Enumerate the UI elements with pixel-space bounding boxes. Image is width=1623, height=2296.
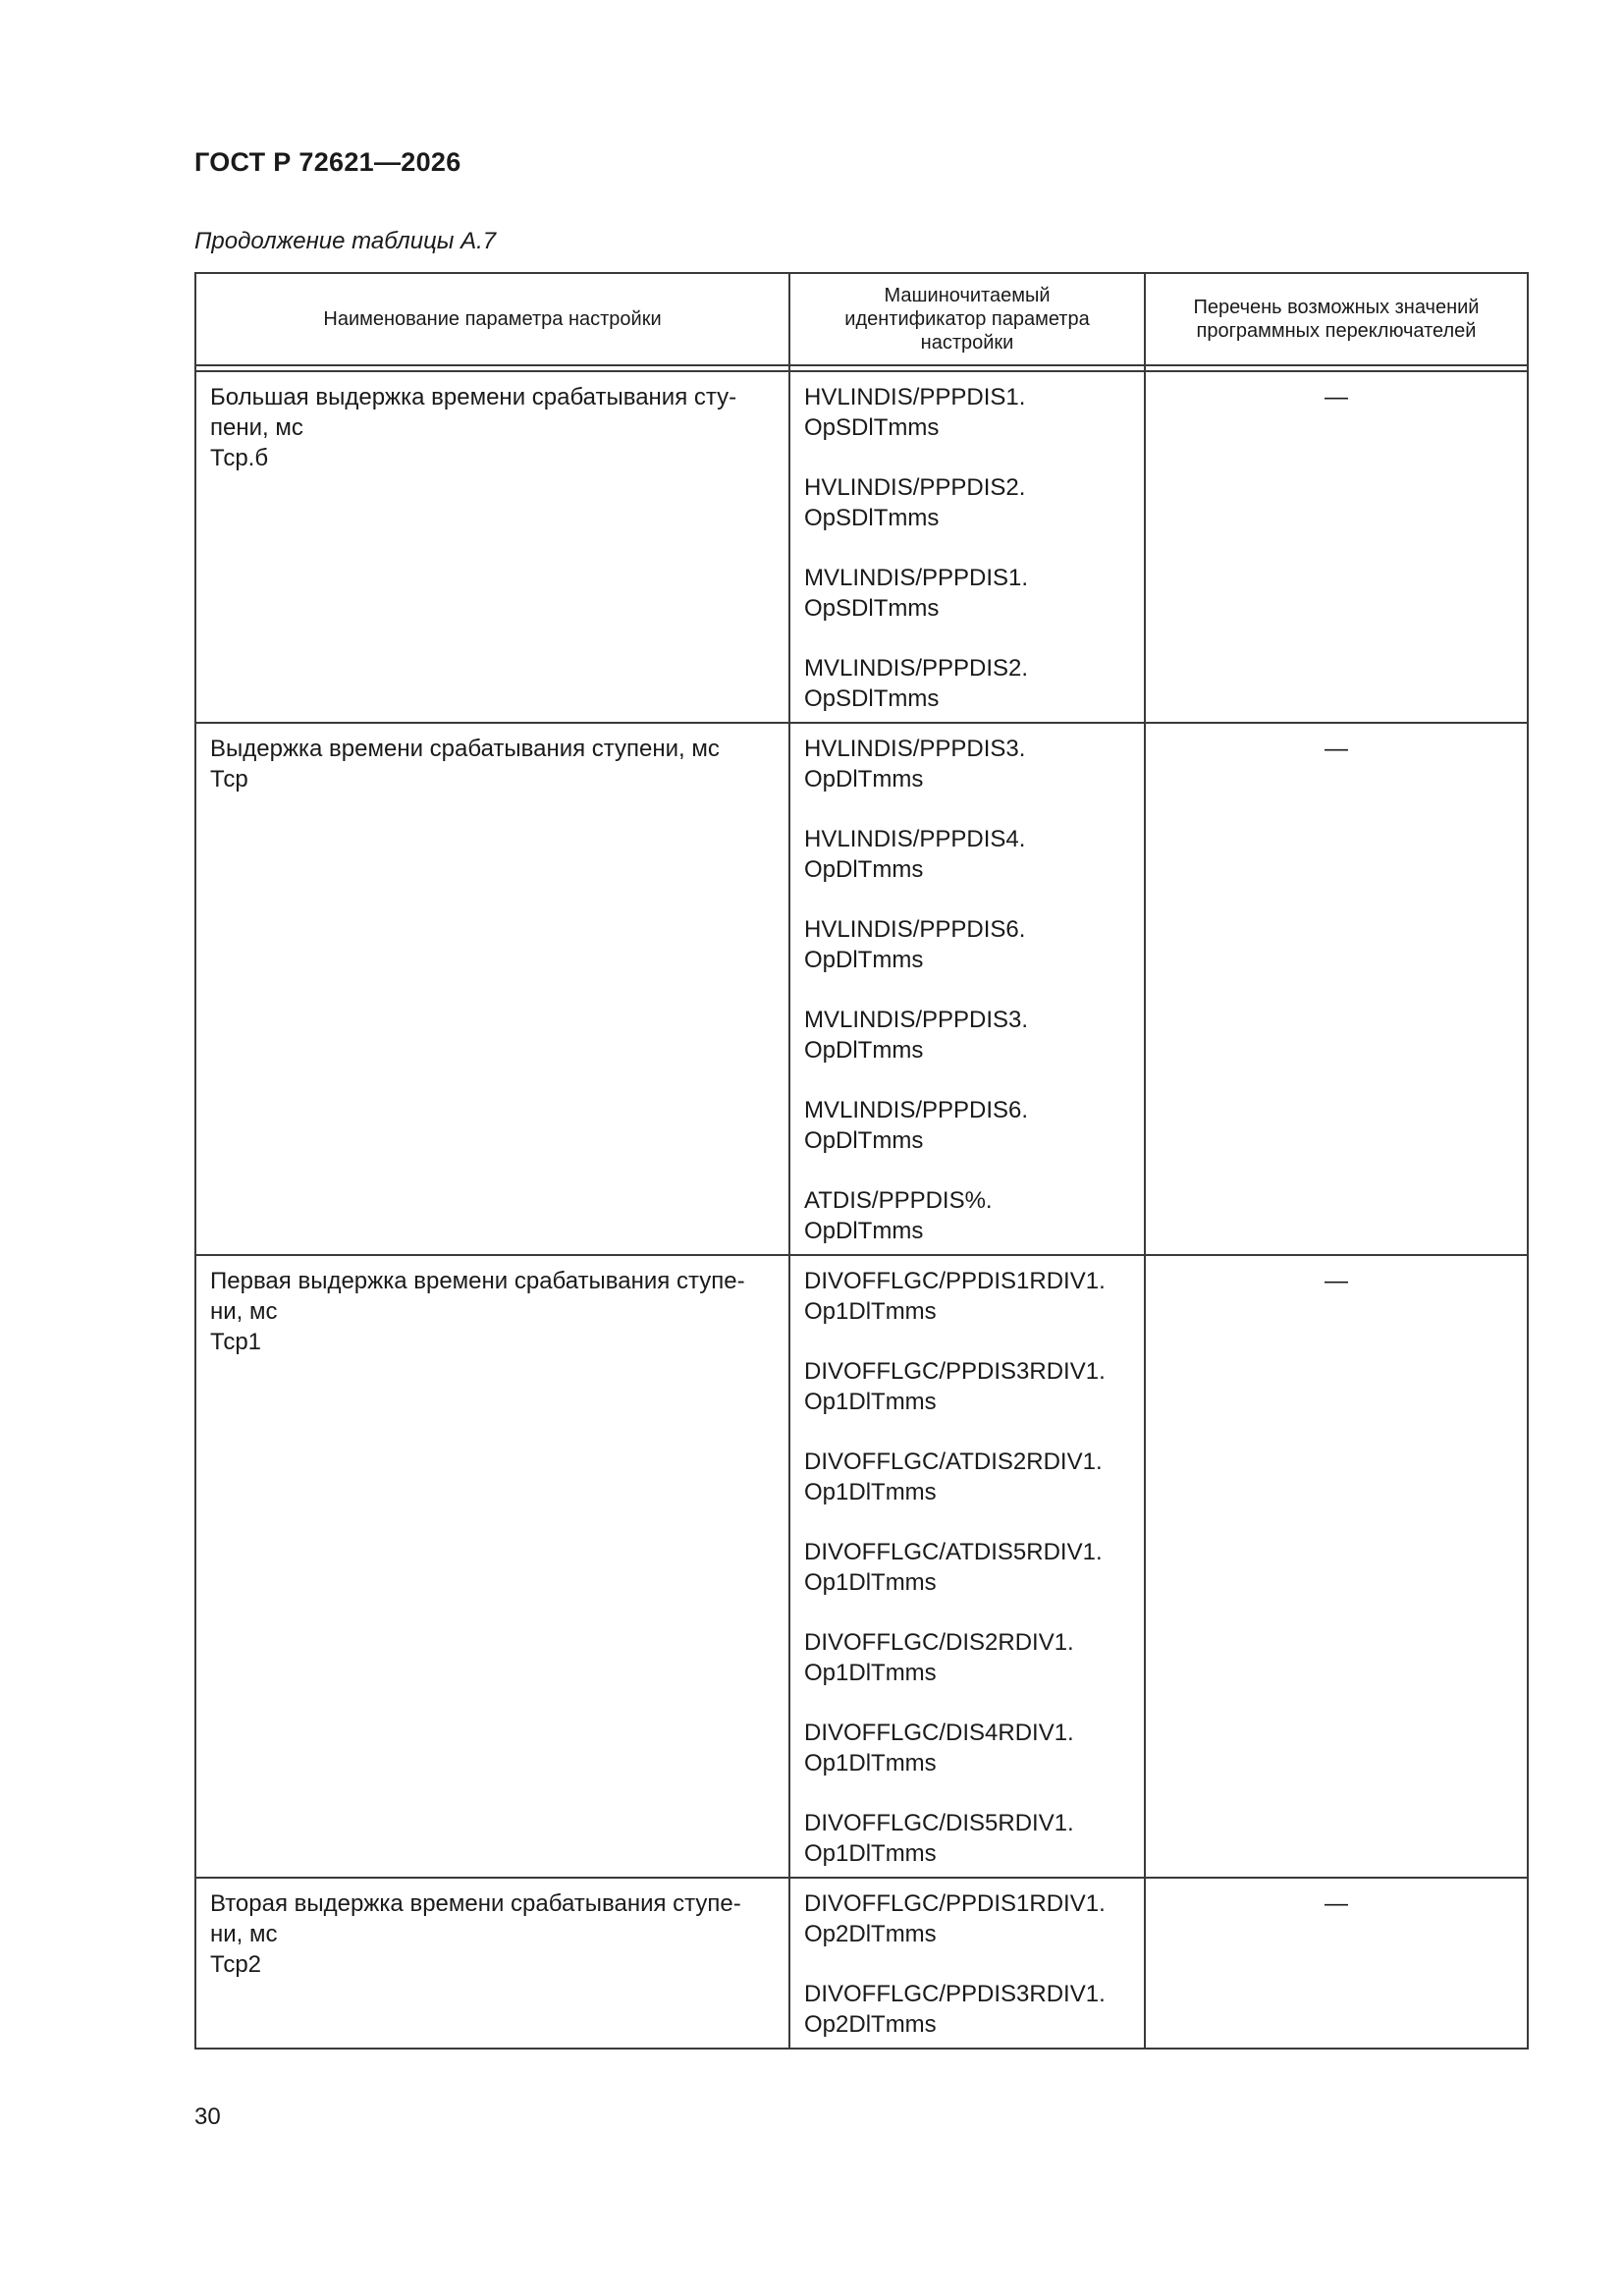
identifier-entry [804, 472, 1130, 533]
parameter-name-line: Тср.б [210, 445, 269, 471]
identifier-line: Op2DlTmms [804, 1921, 937, 1947]
identifier-cell [789, 1255, 1145, 1878]
identifier-line: OpDlTmms [804, 1127, 924, 1154]
values-cell: — [1145, 1255, 1528, 1878]
identifier-entry [804, 1537, 1130, 1598]
identifier-line: Op1DlTmms [804, 1479, 937, 1505]
identifier-entry [804, 1266, 1130, 1327]
parameter-name-line: Тср1 [210, 1329, 262, 1355]
identifier-entry [804, 734, 1130, 794]
identifier-cell [789, 723, 1145, 1255]
column-header-line: Наименование параметра настройки [323, 308, 662, 330]
identifier-line: MVLINDIS/PPPDIS1. [804, 565, 1029, 591]
identifier-line: DIVOFFLGC/PPDIS1RDIV1. [804, 1268, 1106, 1294]
column-header-line: идентификатор параметра [844, 308, 1090, 330]
identifier-line: DIVOFFLGC/PPDIS3RDIV1. [804, 1981, 1106, 2007]
table-body [195, 365, 1528, 2049]
parameter-name-line: Вторая выдержка времени срабатывания ступе- [210, 1890, 741, 1917]
parameter-name-line: пени, мс [210, 414, 303, 441]
table-row [195, 1255, 1528, 1878]
page-number: 30 [194, 2104, 221, 2130]
values-cell: — [1145, 371, 1528, 723]
identifier-line: Op1DlTmms [804, 1750, 937, 1777]
identifier-cell [789, 371, 1145, 723]
identifier-line: OpSDlTmms [804, 595, 940, 622]
identifier-entry [804, 1185, 1130, 1246]
identifier-line: DIVOFFLGC/DIS5RDIV1. [804, 1810, 1074, 1836]
identifier-line: HVLINDIS/PPPDIS4. [804, 826, 1026, 852]
identifier-line: OpSDlTmms [804, 685, 940, 712]
identifier-line: MVLINDIS/PPPDIS6. [804, 1097, 1029, 1123]
identifier-line: DIVOFFLGC/DIS2RDIV1. [804, 1629, 1074, 1656]
parameter-name-line: Тср2 [210, 1951, 262, 1978]
identifier-line: OpDlTmms [804, 1037, 924, 1064]
parameter-name-cell [195, 371, 789, 723]
identifier-entry [804, 1005, 1130, 1066]
parameter-name-cell [195, 1878, 789, 2049]
table-caption: Продолжение таблицы А.7 [194, 228, 497, 254]
identifier-line: HVLINDIS/PPPDIS3. [804, 736, 1026, 762]
identifier-line: ATDIS/PPPDIS%. [804, 1187, 993, 1214]
identifier-line: Op1DlTmms [804, 1569, 937, 1596]
identifier-line: OpDlTmms [804, 1218, 924, 1244]
column-header-line: программных переключателей [1196, 320, 1477, 342]
values-cell: — [1145, 723, 1528, 1255]
identifier-line: OpDlTmms [804, 947, 924, 973]
identifier-line: OpSDlTmms [804, 505, 940, 531]
values-cell: — [1145, 1878, 1528, 2049]
identifier-entry [804, 1447, 1130, 1507]
parameter-name-line: Большая выдержка времени срабатывания сту- [210, 384, 737, 410]
parameter-name-line: ни, мс [210, 1298, 278, 1325]
identifier-entry [804, 1808, 1130, 1869]
identifier-line: DIVOFFLGC/PPDIS1RDIV1. [804, 1890, 1106, 1917]
identifier-line: Op2DlTmms [804, 2011, 937, 2038]
column-header-line: Перечень возможных значений [1193, 297, 1480, 318]
identifier-line: OpDlTmms [804, 766, 924, 793]
column-header-line: Машиночитаемый [884, 285, 1051, 306]
parameter-name-line: Тср [210, 766, 248, 793]
column-header-identifier [789, 273, 1145, 365]
parameters-table [194, 272, 1529, 2050]
identifier-line: OpSDlTmms [804, 414, 940, 441]
identifier-entry [804, 653, 1130, 714]
table-row [195, 723, 1528, 1255]
identifier-line: HVLINDIS/PPPDIS1. [804, 384, 1026, 410]
identifier-line: HVLINDIS/PPPDIS2. [804, 474, 1026, 501]
identifier-line: DIVOFFLGC/PPDIS3RDIV1. [804, 1358, 1106, 1385]
parameter-name-line: Первая выдержка времени срабатывания ступе- [210, 1268, 745, 1294]
parameter-name-line: Выдержка времени срабатывания ступени, мс [210, 736, 720, 762]
parameter-name-line: ни, мс [210, 1921, 278, 1947]
document-code: ГОСТ Р 72621—2026 [194, 147, 461, 177]
identifier-entry [804, 1627, 1130, 1688]
identifier-cell [789, 1878, 1145, 2049]
table-row [195, 1878, 1528, 2049]
identifier-line: Op1DlTmms [804, 1298, 937, 1325]
identifier-line: Op1DlTmms [804, 1389, 937, 1415]
table-row [195, 371, 1528, 723]
identifier-entry [804, 1356, 1130, 1417]
identifier-line: MVLINDIS/PPPDIS3. [804, 1007, 1029, 1033]
identifier-line: DIVOFFLGC/ATDIS2RDIV1. [804, 1449, 1103, 1475]
column-header-values [1145, 273, 1528, 365]
table-header-row [195, 273, 1528, 365]
identifier-entry [804, 1718, 1130, 1778]
identifier-entry [804, 1979, 1130, 2040]
identifier-line: DIVOFFLGC/DIS4RDIV1. [804, 1720, 1074, 1746]
identifier-line: HVLINDIS/PPPDIS6. [804, 916, 1026, 943]
identifier-entry [804, 1888, 1130, 1949]
identifier-entry [804, 382, 1130, 443]
identifier-line: Op1DlTmms [804, 1660, 937, 1686]
column-header-line: настройки [920, 332, 1014, 354]
parameter-name-cell [195, 723, 789, 1255]
identifier-line: MVLINDIS/PPPDIS2. [804, 655, 1029, 682]
column-header-name [195, 273, 789, 365]
identifier-entry [804, 1095, 1130, 1156]
identifier-entry [804, 914, 1130, 975]
identifier-line: OpDlTmms [804, 856, 924, 883]
identifier-entry [804, 563, 1130, 624]
identifier-line: Op1DlTmms [804, 1840, 937, 1867]
parameter-name-cell [195, 1255, 789, 1878]
identifier-line: DIVOFFLGC/ATDIS5RDIV1. [804, 1539, 1103, 1565]
identifier-entry [804, 824, 1130, 885]
